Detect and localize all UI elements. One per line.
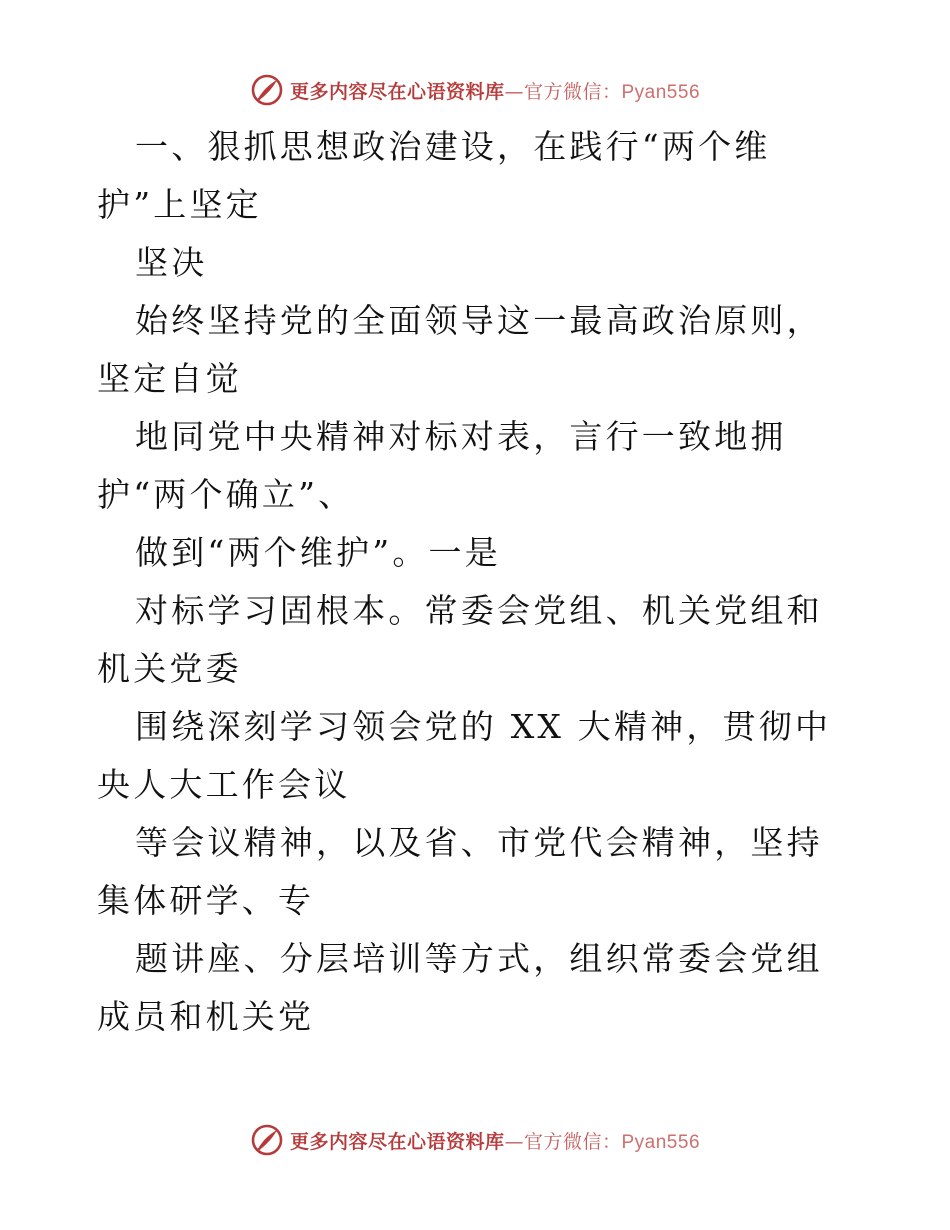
paragraph: 地同党中央精神对标对表，言行一致地拥护“两个确立”、: [97, 417, 787, 514]
paragraph: 一、狠抓思想政治建设，在践行“两个维护”上坚定: [97, 127, 771, 224]
watermark-brand: 更多内容尽在心语资料库: [289, 1130, 505, 1153]
watermark-text: [290, 1127, 700, 1154]
watermark-brand: 更多内容尽在心语资料库: [289, 80, 505, 103]
watermark-text: [290, 77, 700, 104]
document-body: [97, 118, 857, 1046]
paragraph: 题讲座、分层培训等方式，组织常委会党组成员和机关党: [97, 939, 823, 1036]
paragraph: 坚决: [135, 243, 208, 282]
watermark-wechat-id: Pyan556: [621, 1131, 701, 1153]
paragraph: 做到“两个维护”。一是: [135, 533, 501, 572]
watermark-separator: —: [504, 1130, 524, 1153]
footer-watermark: [0, 1120, 950, 1160]
quill-pen-logo-icon: [250, 1123, 284, 1157]
paragraph: 始终坚持党的全面领导这一最高政治原则，坚定自觉: [97, 301, 823, 398]
watermark-wechat-id: Pyan556: [621, 81, 701, 103]
paragraph: 围绕深刻学习领会党的 XX 大精神，贯彻中央人大工作会议: [97, 707, 832, 804]
watermark-wechat-label: 官方微信：: [523, 1130, 622, 1153]
paragraph: 对标学习固根本。常委会党组、机关党组和机关党委: [97, 591, 823, 688]
quill-pen-logo-icon: [250, 73, 284, 107]
header-watermark: [0, 70, 950, 110]
watermark-separator: —: [504, 80, 524, 103]
paragraph: 等会议精神，以及省、市党代会精神，坚持集体研学、专: [97, 823, 823, 920]
watermark-wechat-label: 官方微信：: [523, 80, 622, 103]
